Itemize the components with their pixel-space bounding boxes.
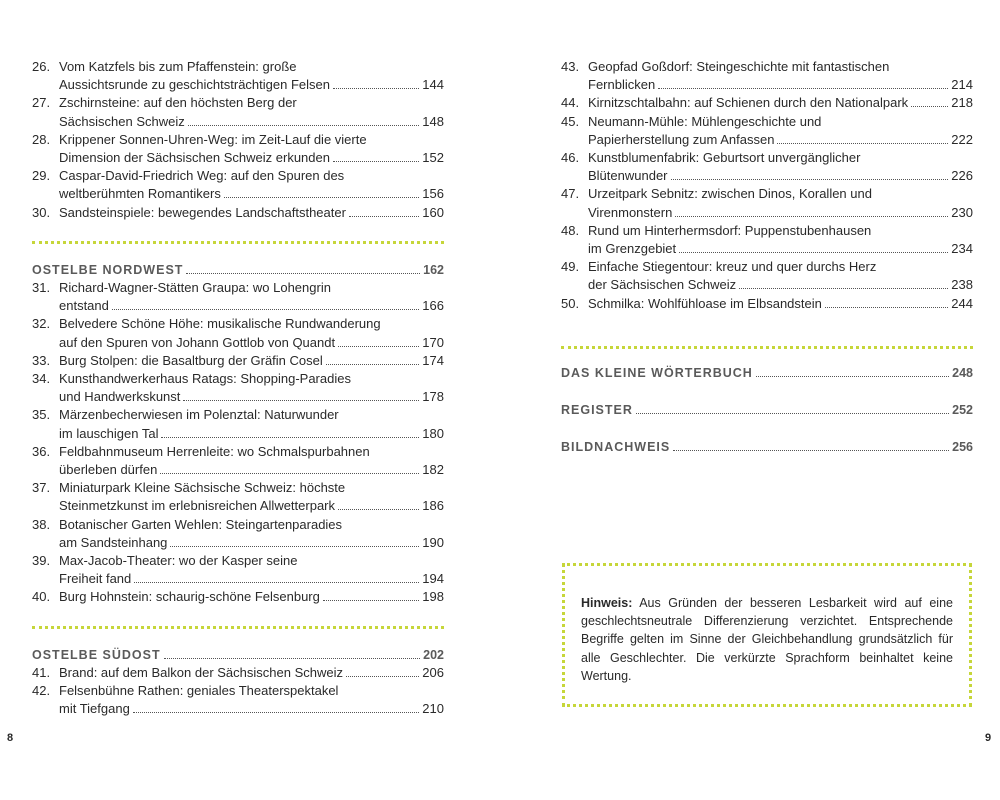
dot-leader	[658, 76, 948, 89]
entry-last-line	[59, 570, 444, 588]
entry-title-line: Miniaturpark Kleine Sächsische Schweiz: höchste	[59, 480, 346, 496]
dot-leader	[188, 113, 420, 126]
entry-title-line: mit Tiefgang	[59, 701, 130, 717]
entry-page: 174	[422, 352, 444, 368]
entry-number: 37.	[32, 480, 51, 496]
entry-body	[59, 94, 444, 130]
toc-entry	[32, 204, 444, 222]
entry-last-line	[59, 461, 444, 479]
entry-title-line: Krippener Sonnen-Uhren-Weg: im Zeit-Lauf die vierte	[59, 131, 367, 147]
entry-last-line	[588, 295, 973, 313]
entry-title-line: Kirnitzschtalbahn: auf Schienen durch den Nationalpark	[588, 95, 909, 111]
entry-page: 198	[422, 589, 444, 605]
section-heading-nordwest	[32, 261, 444, 279]
entry-title-line: Kunstblumenfabrik: Geburtsort unvergänglicher	[588, 150, 861, 166]
toc-group-3	[32, 664, 444, 719]
entry-page: 144	[422, 77, 444, 93]
entry-last-line	[59, 149, 444, 167]
entry-page: 230	[951, 204, 973, 220]
entry-title-line: Einfache Stiegentour: kreuz und quer durchs Herz	[588, 259, 877, 275]
appendix-heading	[561, 364, 973, 382]
entry-number: 31.	[32, 280, 51, 296]
toc-entry	[32, 167, 444, 203]
entry-page: 190	[422, 534, 444, 550]
toc-entry	[32, 516, 444, 552]
dot-leader	[349, 204, 419, 217]
entry-last-line	[59, 664, 444, 682]
toc-entry	[561, 94, 973, 112]
entry-number: 30.	[32, 204, 51, 220]
entry-page: 238	[951, 277, 973, 293]
entry-title-line: Märzenbecherwiesen im Polenztal: Naturwunder	[59, 407, 339, 423]
toc-entry	[32, 479, 444, 515]
dot-leader	[161, 425, 419, 438]
entry-title-line: Urzeitpark Sebnitz: zwischen Dinos, Korallen und	[588, 186, 872, 202]
dot-leader	[326, 352, 420, 365]
entry-last-line	[59, 534, 444, 552]
entry-title-line: Feldbahnmuseum Herrenleite: wo Schmalspurbahnen	[59, 443, 370, 459]
entry-number: 40.	[32, 589, 51, 605]
dot-leader	[346, 664, 419, 677]
entry-title-line: Neumann-Mühle: Mühlengeschichte und	[588, 113, 822, 129]
toc-group-1	[32, 58, 444, 222]
entry-last-line	[59, 76, 444, 94]
dot-leader	[338, 497, 419, 510]
entry-body	[59, 352, 444, 370]
entry-page: 210	[422, 701, 444, 717]
entry-number: 41.	[32, 664, 51, 680]
entry-number: 34.	[32, 371, 51, 387]
section-title: OSTELBE NORDWEST	[32, 262, 184, 277]
toc-right-column	[561, 58, 973, 475]
toc-group-4	[561, 58, 973, 313]
entry-title-line: Sandsteinspiele: bewegendes Landschaftstheater	[59, 204, 346, 220]
dotted-separator	[32, 626, 444, 629]
toc-entry	[32, 279, 444, 315]
entry-title-line: der Sächsischen Schweiz	[588, 277, 737, 293]
hint-box	[562, 563, 972, 707]
entry-body	[588, 149, 973, 185]
dot-leader	[112, 297, 419, 310]
entry-title-line: im Grenzgebiet	[588, 241, 677, 257]
entry-body	[59, 131, 444, 167]
entry-body	[59, 370, 444, 406]
entry-page: 148	[422, 113, 444, 129]
entry-body	[59, 58, 444, 94]
section-heading-suedost	[32, 646, 444, 664]
section-page: 256	[952, 440, 973, 455]
entry-body	[59, 552, 444, 588]
dot-leader	[636, 401, 949, 414]
hint-text: Aus Gründen der besseren Lesbarkeit wird auf eine geschlechtsneutrale Differenzierung verzichtet. Entsprechende Begriffe gelten im Sinne der Gleichbehandlung grundsätzlich für alle Geschlechter. Die verkürzte Sprachform beinhaltet keine Wertung.	[581, 596, 953, 683]
entry-body	[59, 315, 444, 351]
entry-page: 166	[422, 298, 444, 314]
section-title: OSTELBE SÜDOST	[32, 647, 161, 662]
entry-page: 178	[422, 389, 444, 405]
entry-last-line	[59, 334, 444, 352]
toc-entry	[32, 315, 444, 351]
entry-last-line	[588, 240, 973, 258]
entry-last-line	[588, 167, 973, 185]
entry-body	[59, 682, 444, 718]
entry-body	[59, 279, 444, 315]
entry-number: 26.	[32, 59, 51, 74]
entry-last-line	[588, 76, 973, 94]
entry-title-line: Richard-Wagner-Stätten Graupa: wo Lohengrin	[59, 280, 331, 296]
entry-page: 182	[422, 462, 444, 478]
toc-entry	[32, 552, 444, 588]
toc-entry	[32, 406, 444, 442]
entry-body	[59, 167, 444, 203]
entry-page: 156	[422, 186, 444, 202]
entry-number: 49.	[561, 259, 580, 275]
dot-leader	[224, 185, 419, 198]
entry-page: 180	[422, 425, 444, 441]
toc-entry	[561, 222, 973, 258]
entry-page: 214	[951, 77, 973, 93]
entry-last-line	[59, 700, 444, 718]
entry-page: 226	[951, 168, 973, 184]
entry-number: 50.	[561, 295, 580, 311]
entry-number: 38.	[32, 516, 51, 532]
entry-body	[588, 58, 973, 94]
entry-title-line: Steinmetzkunst im erlebnisreichen Allwetterpark	[59, 498, 336, 514]
dot-leader	[160, 461, 419, 474]
entry-title-line: überleben dürfen	[59, 462, 158, 478]
entry-number: 44.	[561, 95, 580, 111]
entry-last-line	[59, 185, 444, 203]
entry-title-line: Vom Katzfels bis zum Pfaffenstein: große	[59, 59, 297, 74]
entry-number: 46.	[561, 150, 580, 166]
entry-title-line: Geopfad Goßdorf: Steingeschichte mit fantastischen	[588, 59, 890, 74]
entry-page: 194	[422, 571, 444, 587]
dot-leader	[675, 204, 948, 217]
entry-title-line: im lauschigen Tal	[59, 425, 159, 441]
page-number-right: 9	[985, 732, 992, 744]
toc-entry	[561, 258, 973, 294]
dot-leader	[333, 76, 419, 89]
section-title: REGISTER	[561, 403, 633, 418]
toc-entry	[32, 664, 444, 682]
section-page: 162	[423, 262, 444, 277]
toc-entry	[561, 113, 973, 149]
toc-entry	[32, 443, 444, 479]
entry-title-line: Belvedere Schöne Höhe: musikalische Rundwanderung	[59, 316, 381, 332]
toc-entry	[32, 58, 444, 94]
entry-title-line: Felsenbühne Rathen: geniales Theaterspektakel	[59, 683, 339, 699]
toc-entry	[32, 682, 444, 718]
entry-title-line: Virenmonstern	[588, 204, 673, 220]
entry-page: 186	[422, 498, 444, 514]
entry-number: 43.	[561, 59, 580, 74]
entry-title-line: entstand	[59, 298, 109, 314]
entry-title-line: Sächsischen Schweiz	[59, 113, 185, 129]
entry-title-line: Zschirnsteine: auf den höchsten Berg der	[59, 95, 297, 111]
dot-leader	[756, 364, 949, 377]
entry-body	[588, 94, 973, 112]
dotted-separator	[32, 241, 444, 244]
section-page: 248	[952, 365, 973, 380]
entry-number: 39.	[32, 553, 51, 569]
entry-last-line	[59, 425, 444, 443]
entry-body	[588, 113, 973, 149]
section-title: BILDNACHWEIS	[561, 440, 671, 455]
hint-label: Hinweis:	[581, 596, 633, 610]
entry-title-line: auf den Spuren von Johann Gottlob von Quandt	[59, 334, 336, 350]
entry-last-line	[588, 94, 973, 112]
entry-last-line	[59, 497, 444, 515]
toc-group-2	[32, 279, 444, 607]
toc-entry	[561, 185, 973, 221]
toc-entry	[32, 131, 444, 167]
entry-title-line: Burg Hohnstein: schaurig-schöne Felsenburg	[59, 589, 320, 605]
entry-title-line: Schmilka: Wohlfühloase im Elbsandstein	[588, 295, 822, 311]
entry-number: 47.	[561, 186, 580, 202]
entry-body	[59, 204, 444, 222]
entry-body	[59, 406, 444, 442]
dot-leader	[679, 240, 948, 253]
entry-body	[59, 479, 444, 515]
dot-leader	[186, 261, 420, 274]
entry-title-line: Caspar-David-Friedrich Weg: auf den Spuren des	[59, 168, 345, 184]
toc-entry	[32, 352, 444, 370]
dot-leader	[133, 700, 419, 713]
entry-title-line: Fernblicken	[588, 77, 656, 93]
dot-leader	[673, 438, 949, 451]
dot-leader	[323, 588, 419, 601]
entry-last-line	[59, 113, 444, 131]
dot-leader	[164, 646, 421, 659]
dot-leader	[338, 334, 419, 347]
entry-number: 36.	[32, 443, 51, 459]
entry-last-line	[588, 131, 973, 149]
toc-entry	[561, 295, 973, 313]
appendix-heading	[561, 401, 973, 419]
entry-title-line: Max-Jacob-Theater: wo der Kasper seine	[59, 553, 298, 569]
entry-title-line: Rund um Hinterhermsdorf: Puppenstubenhausen	[588, 222, 872, 238]
entry-page: 160	[422, 204, 444, 220]
entry-page: 152	[422, 150, 444, 166]
entry-last-line	[59, 204, 444, 222]
dot-leader	[911, 94, 948, 107]
toc-entry	[561, 149, 973, 185]
dot-leader	[333, 149, 419, 162]
entry-title-line: Botanischer Garten Wehlen: Steingartenparadies	[59, 516, 343, 532]
section-page: 252	[952, 403, 973, 418]
entry-body	[588, 222, 973, 258]
dot-leader	[183, 388, 419, 401]
entry-last-line	[588, 276, 973, 294]
entry-last-line	[59, 352, 444, 370]
entry-number: 28.	[32, 131, 51, 147]
toc-entry	[32, 588, 444, 606]
entry-page: 218	[951, 95, 973, 111]
entry-title-line: und Handwerkskunst	[59, 389, 181, 405]
dot-leader	[739, 276, 948, 289]
appendix-sections	[561, 364, 973, 457]
entry-title-line: am Sandsteinhang	[59, 534, 168, 550]
toc-entry	[32, 370, 444, 406]
dotted-separator	[561, 346, 973, 349]
entry-title-line: Papierherstellung zum Anfassen	[588, 131, 775, 147]
entry-title-line: Dimension der Sächsischen Schweiz erkunden	[59, 150, 330, 166]
entry-last-line	[59, 297, 444, 315]
entry-page: 244	[951, 295, 973, 311]
entry-number: 48.	[561, 222, 580, 238]
entry-body	[588, 295, 973, 313]
entry-body	[59, 443, 444, 479]
page-number-left: 8	[7, 732, 14, 744]
entry-title-line: Kunsthandwerkerhaus Ratags: Shopping-Paradies	[59, 371, 351, 387]
section-page: 202	[423, 647, 444, 662]
entry-number: 42.	[32, 683, 51, 699]
entry-page: 206	[422, 664, 444, 680]
entry-body	[59, 516, 444, 552]
entry-last-line	[59, 588, 444, 606]
entry-last-line	[59, 388, 444, 406]
entry-body	[588, 258, 973, 294]
entry-number: 27.	[32, 95, 51, 111]
appendix-heading	[561, 438, 973, 456]
entry-title-line: Aussichtsrunde zu geschichtsträchtigen Felsen	[59, 77, 330, 93]
entry-page: 222	[951, 131, 973, 147]
dot-leader	[777, 131, 948, 144]
entry-title-line: Freiheit fand	[59, 571, 132, 587]
entry-last-line	[588, 204, 973, 222]
entry-number: 35.	[32, 407, 51, 423]
dot-leader	[170, 534, 419, 547]
toc-left-column	[32, 58, 444, 719]
entry-title-line: Blütenwunder	[588, 168, 668, 184]
section-title: DAS KLEINE WÖRTERBUCH	[561, 365, 753, 380]
entry-title-line: weltberühmten Romantikers	[59, 186, 221, 202]
entry-page: 234	[951, 241, 973, 257]
entry-body	[588, 185, 973, 221]
toc-entry	[561, 58, 973, 94]
entry-body	[59, 664, 444, 682]
entry-body	[59, 588, 444, 606]
dot-leader	[825, 295, 948, 308]
entry-title-line: Brand: auf dem Balkon der Sächsischen Schweiz	[59, 664, 343, 680]
dot-leader	[134, 570, 419, 583]
entry-number: 33.	[32, 352, 51, 368]
entry-number: 32.	[32, 316, 51, 332]
dot-leader	[671, 167, 949, 180]
toc-entry	[32, 94, 444, 130]
entry-page: 170	[422, 334, 444, 350]
entry-number: 29.	[32, 168, 51, 184]
entry-title-line: Burg Stolpen: die Basaltburg der Gräfin Cosel	[59, 352, 323, 368]
entry-number: 45.	[561, 113, 580, 129]
